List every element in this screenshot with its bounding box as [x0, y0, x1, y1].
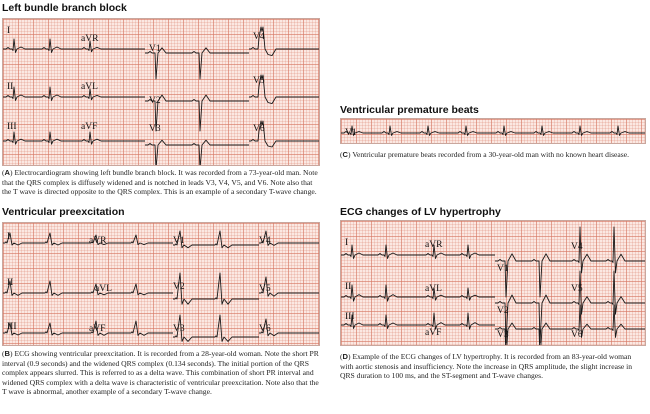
lead-label: V5: [571, 284, 583, 294]
lead-label: V1: [345, 128, 357, 138]
lead-label: aVF: [81, 122, 98, 132]
caption-letter: A: [4, 168, 11, 177]
caption-premature-beats: (C) Ventricular premature beats recorded from a 30-year-old man with no known heart disease.: [340, 150, 630, 159]
lead-label: II: [7, 82, 14, 92]
lead-label: V4: [259, 236, 271, 246]
lead-label: V3: [173, 324, 185, 334]
ecg-trace-segment: [3, 132, 79, 144]
ecg-strip-lbbb: [2, 18, 320, 166]
caption-lv-hypertrophy: (D) Example of the ECG changes of LV hypertrophy. It is recorded from an 83-year-old woman with aortic stenosis and insufficiency. Note the increase in QRS amplitude, the slight increase in QRS duration to 100 ms, and the ST-segment and T-wave changes.: [340, 352, 633, 381]
lead-label: V2: [173, 282, 185, 292]
lead-label: aVR: [425, 240, 443, 250]
lead-label: V4: [253, 32, 265, 42]
lead-label: aVL: [81, 82, 98, 92]
lead-label: V3: [497, 330, 509, 340]
caption-preexcitation: (B) ECG showing ventricular preexcitation. It is recorded from a 28-year-old woman. Note the short PR interval (0.9 seconds) and the widened QRS complex (0.134 seconds). The initial portion of the QRS complex appears slurred. This is referred to as a delta wave. This combination of short PR interval and widened QRS complex with a delta wave is characteristic of ventricular preexcitation. Note also that the T wave is abnormal, another example of a secondary T-wave change.: [2, 349, 319, 397]
title-preexcitation: Ventricular preexcitation: [2, 206, 125, 218]
ecg-strip-premature-beats: [340, 118, 646, 144]
ecg-trace-segment: [173, 315, 259, 341]
ecg-strip-preexcitation: [2, 222, 320, 346]
ecg-trace-segment: [3, 87, 79, 101]
ecg-trace-segment: [341, 282, 423, 301]
lead-label: aVR: [81, 34, 99, 44]
ecg-trace-segment: [341, 245, 423, 259]
ecg-trace-premature-beats: [341, 119, 646, 144]
ecg-trace-segment: [173, 231, 259, 248]
lead-label: aVF: [89, 324, 106, 334]
lead-label: V1: [149, 44, 161, 54]
lead-label: aVR: [89, 236, 107, 246]
caption-text: Ventricular premature beats recorded from a 30-year-old man with no known heart disease.: [352, 150, 630, 159]
caption-text: ECG showing ventricular preexcitation. It is recorded from a 28-year-old woman. Note the short PR interval (0.9 seconds) and the widened QRS complex (0.134 seconds). The initial portion of the QRS complex appears slurred. This is referred to as a delta wave. This combination of short PR interval and widened QRS complex with a delta wave is characteristic of ventricular preexcitation. Note also that the T wave is abnormal, another example of a secondary T-wave change.: [2, 349, 319, 397]
ecg-trace-lv-hypertrophy: [341, 221, 646, 346]
title-lv-hypertrophy: ECG changes of LV hypertrophy: [340, 206, 501, 218]
ecg-trace-segment: [495, 254, 569, 297]
ecg-trace-lbbb: [3, 19, 320, 166]
lead-label: V3: [149, 124, 161, 134]
lead-label: I: [7, 26, 11, 36]
lead-label: V4: [571, 242, 583, 252]
lead-label: III: [345, 312, 355, 322]
lead-label: V6: [259, 324, 271, 334]
lead-label: V1: [497, 264, 509, 274]
lead-label: V1: [173, 236, 185, 246]
ecg-trace-segment: [173, 273, 259, 304]
lead-label: V5: [253, 76, 265, 86]
lead-label: V2: [149, 96, 161, 106]
ecg-trace-segment: [3, 278, 89, 295]
ecg-strip-lv-hypertrophy: [340, 220, 646, 346]
ecg-trace-segment: [3, 39, 79, 53]
lead-label: II: [7, 278, 14, 288]
ecg-trace-segment: [3, 233, 89, 245]
ecg-trace-preexcitation: [3, 223, 320, 346]
lead-label: V2: [497, 306, 509, 316]
title-lbbb: Left bundle branch block: [2, 2, 127, 14]
ecg-trace-segment: [341, 126, 646, 135]
lead-label: I: [345, 238, 349, 248]
lead-label: I: [7, 232, 11, 242]
caption-letter: B: [4, 349, 11, 358]
ecg-trace-segment: [423, 313, 495, 329]
lead-label: aVF: [425, 328, 442, 338]
lead-label: aVL: [95, 284, 112, 294]
caption-letter: C: [342, 150, 349, 159]
caption-letter: D: [342, 352, 349, 361]
ecg-trace-segment: [145, 140, 249, 166]
ecg-trace-segment: [79, 132, 145, 144]
lead-label: V5: [259, 284, 271, 294]
lead-label: V6: [571, 330, 583, 340]
lead-label: III: [7, 322, 17, 332]
lead-label: III: [7, 122, 17, 132]
lead-label: II: [345, 282, 352, 292]
caption-lbbb: (A) Electrocardiogram showing left bundle branch block. It was recorded from a 73-year-old man. Note that the QRS complex is diffusely widened and is notched in leads V3, V4, V5, and V6. Note also that the T wave is directed opposite to the QRS complex. This is an example of a secondary T-wave change.: [2, 168, 318, 197]
lead-label: aVL: [425, 284, 442, 294]
lead-label: V6: [253, 124, 265, 134]
caption-text: Electrocardiogram showing left bundle branch block. It was recorded from a 73-year-old man. Note that the QRS complex is diffusely widened and is notched in leads V3, V4, V5, and V6. Note also that the T wave is directed opposite to the QRS complex. This is an example of a secondary T-wave change.: [2, 168, 318, 197]
caption-text: Example of the ECG changes of LV hypertrophy. It is recorded from an 83-year-old woman with aortic stenosis and insufficiency. Note the increase in QRS amplitude, the slight increase in QRS duration to 100 ms, and the ST-segment and T-wave changes.: [340, 352, 633, 381]
title-premature-beats: Ventricular premature beats: [340, 104, 479, 116]
